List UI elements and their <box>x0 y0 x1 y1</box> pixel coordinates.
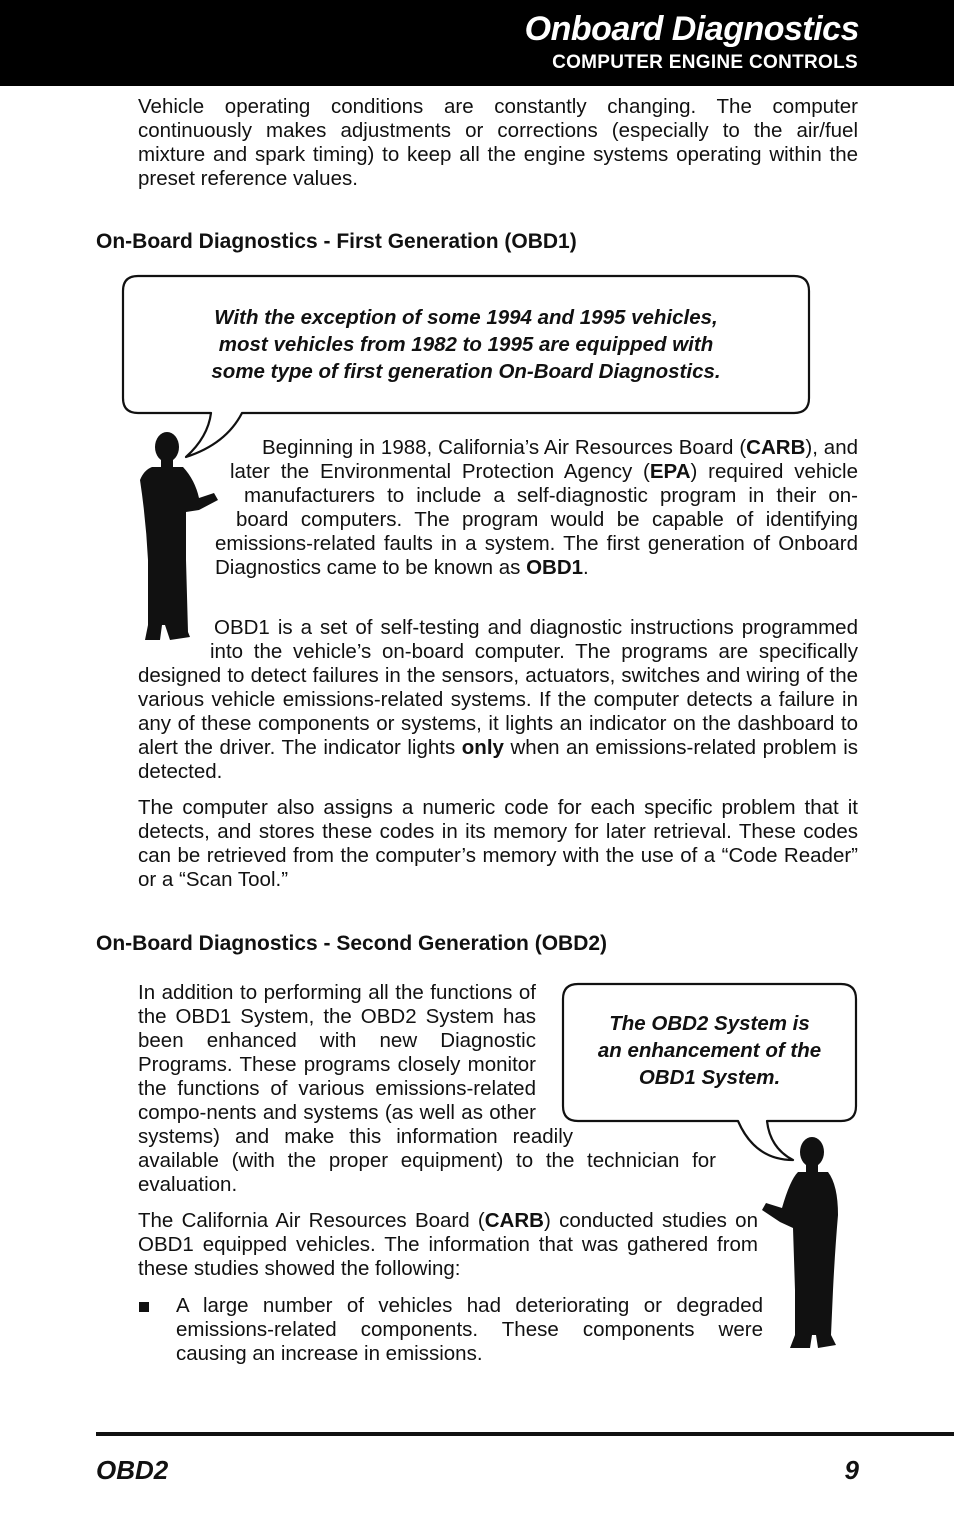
obd2-paragraph-1: In addition to performing all the functions of the OBD1 System, the OBD2 System has been enhanced with new Diagnostic Programs. These programs closely monitor the functions of various emissions-related compo-nents and systems (as well as other systems) and make this information readily available (with the proper equipment) to the technician for evaluation. <box>138 981 716 1196</box>
obd1-paragraph-2: OBD1 is a set of self-testing and diagnostic instructions programmed into the vehicle’s on-board computer. The programs are specifically designed to detect failures in the sensors, actuators, switches and wiring of the various vehicle emissions-related systems. If the computer detects a failure in any of these components or systems, it lights an indicator on the dashboard to alert the driver. The indicator lights only when an emissions-related problem is detected. <box>138 616 858 783</box>
obd1-paragraph-1: Beginning in 1988, California’s Air Resources Board (CARB), and later the Environmental Protection Agency (EPA) required vehicle manufacturers to include a self-diagnostic program in their on-board computers. The program would be capable of identifying emissions-related faults in a system. The first generation of Onboard Diagnostics came to be known as OBD1. <box>215 436 859 579</box>
obd2-bullet-1: A large number of vehicles had deteriorating or degraded emissions-related components. These components were causing an increase in emissions. <box>176 1294 763 1365</box>
obd1-paragraph-3: The computer also assigns a numeric code for each specific problem that it detects, and stores these codes in its memory for later retrieval. These codes can be retrieved from the computer’s memory with the use of a “Code Reader” or a “Scan Tool.” <box>138 796 858 891</box>
bullet-marker <box>139 1302 149 1312</box>
obd2-paragraph-2: The California Air Resources Board (CARB) conducted studies on OBD1 equipped vehicles. The information that was gathered from these studies showed the following: <box>138 1209 758 1280</box>
footer-label: OBD2 <box>96 1455 169 1485</box>
page-number: 9 <box>844 1455 859 1485</box>
intro-paragraph: Vehicle operating conditions are constantly changing. The computer continuously makes adjustments or corrections (especially to the air/fuel mixture and spark timing) to keep all the engine systems operating within the preset reference values. <box>138 95 858 190</box>
obd1-callout-text: With the exception of some 1994 and 1995 vehicles, most vehicles from 1982 to 1995 are equipped with some type of first generation On-Board Diagnostics. <box>211 306 721 383</box>
obd2-callout-text: The OBD2 System is an enhancement of the OBD1 System. <box>597 1012 822 1089</box>
section-heading-obd1: On-Board Diagnostics - First Generation (OBD1) <box>96 230 577 253</box>
footer-rule <box>96 1432 954 1436</box>
section-heading-obd2: On-Board Diagnostics - Second Generation (OBD2) <box>96 932 608 955</box>
header-title: Onboard Diagnostics <box>524 10 859 48</box>
header-subtitle: COMPUTER ENGINE CONTROLS <box>552 52 858 73</box>
